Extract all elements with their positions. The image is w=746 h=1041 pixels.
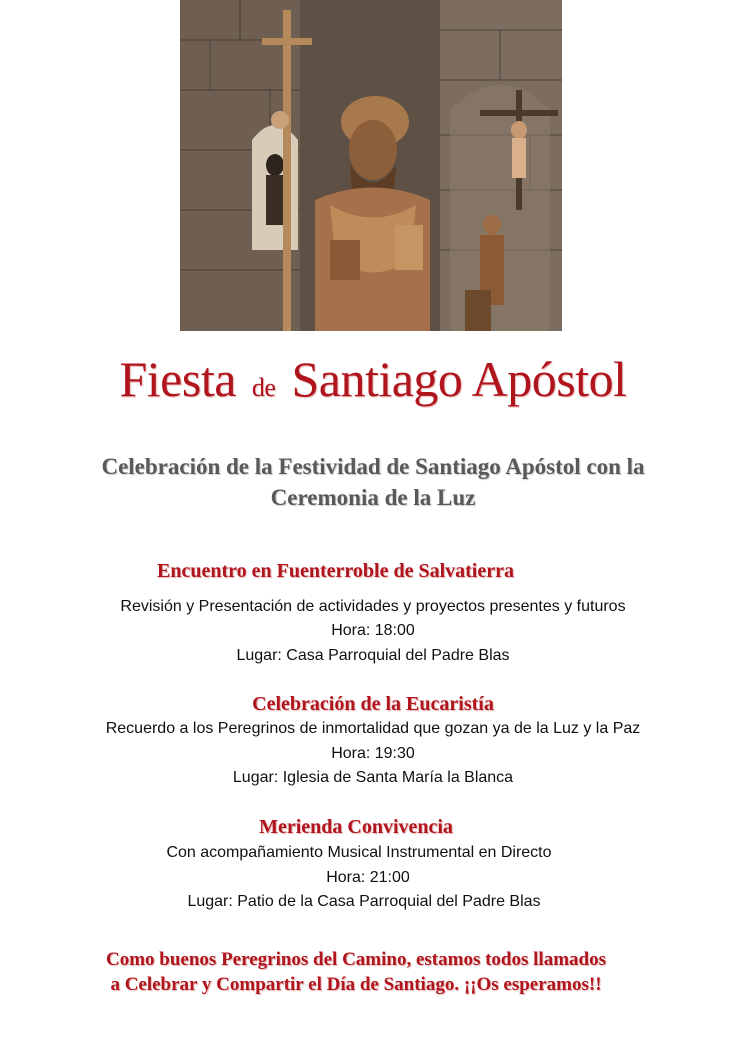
- event-time-encuentro: Hora: 18:00: [331, 622, 415, 639]
- event-time-eucaristia: Hora: 19:30: [331, 745, 415, 762]
- event-description-eucaristia: Recuerdo a los Peregrinos de inmortalidad que gozan ya de la Luz y la Paz: [105, 720, 641, 737]
- event-heading-eucaristia: Celebración de la Eucaristía: [252, 693, 494, 715]
- subtitle-line-1: Celebración de la Festividad de Santiago Apóstol con la: [101, 454, 645, 479]
- event-time-merienda: Hora: 21:00: [326, 869, 410, 886]
- event-description-merienda: Con acompañamiento Musical Instrumental en Directo: [166, 844, 552, 861]
- subtitle-line-2: Ceremonia de la Luz: [270, 485, 476, 510]
- event-place-eucaristia: Lugar: Iglesia de Santa María la Blanca: [232, 769, 514, 786]
- title-word-santiago: Santiago Apóstol: [291, 351, 627, 407]
- title-word-de: de: [251, 373, 276, 402]
- event-heading-encuentro: Encuentro en Fuenterroble de Salvatierra: [157, 560, 514, 582]
- event-place-encuentro: Lugar: Casa Parroquial del Padre Blas: [236, 647, 510, 664]
- santiago-statue-photo: [180, 0, 562, 331]
- event-place-merienda: Lugar: Patio de la Casa Parroquial del Padre Blas: [187, 893, 541, 910]
- photo-illustration: [180, 0, 562, 331]
- event-heading-merienda: Merienda Convivencia: [259, 816, 453, 838]
- closing-message-line-1: Como buenos Peregrinos del Camino, estamos todos llamados: [106, 949, 606, 970]
- closing-message-line-2: a Celebrar y Compartir el Día de Santiago. ¡¡Os esperamos!!: [110, 974, 602, 995]
- subtitle: [20, 451, 726, 513]
- event-description-encuentro: Revisión y Presentación de actividades y proyectos presentes y futuros: [120, 598, 626, 615]
- title-word-fiesta: Fiesta: [119, 351, 236, 407]
- page-title: [0, 350, 746, 408]
